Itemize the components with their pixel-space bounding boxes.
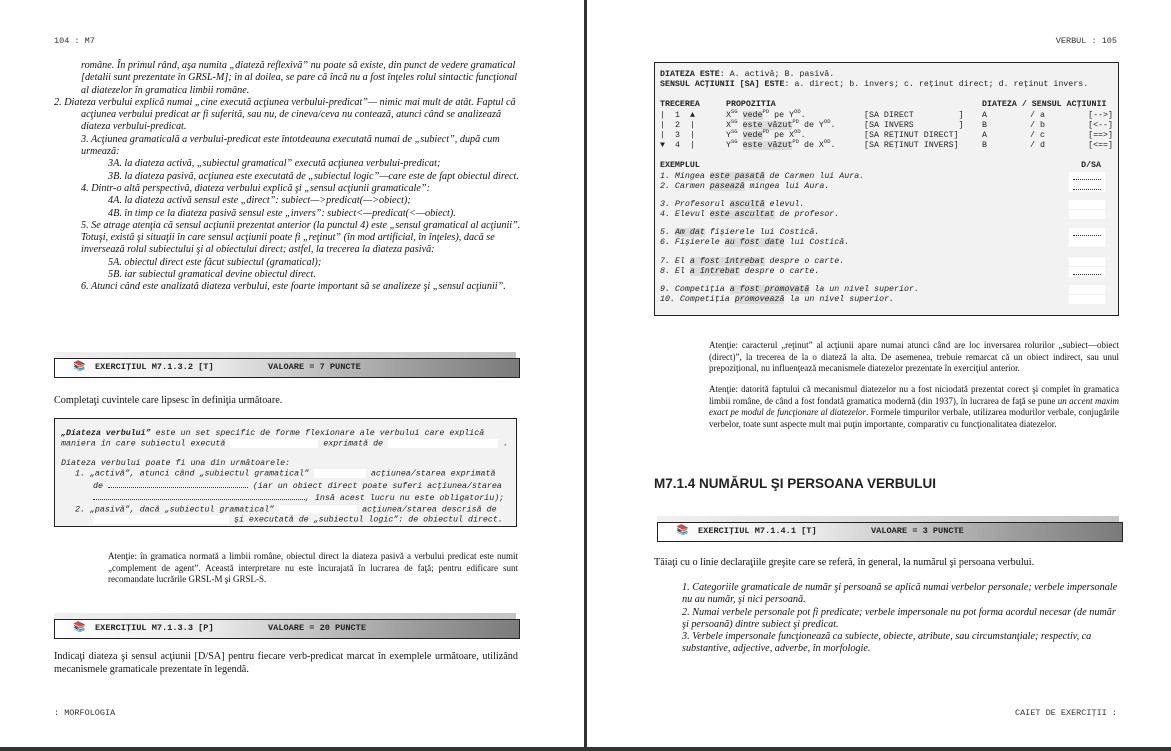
exercise-value: VALOARE = 3 PUNCTE [871, 526, 964, 536]
column-header: PROPOZITIA [726, 100, 776, 110]
sentence-text: 10. Competiţia [660, 295, 735, 305]
exercise-title: EXERCIŢIUL M7.1.3.2 [T] [95, 362, 214, 372]
book-icon: 📚 [73, 362, 86, 373]
sentence-text: 5. [660, 228, 675, 238]
group-gap [660, 192, 1113, 200]
sentence-text: fişierele lui Costică. [704, 228, 820, 238]
banner-bar [54, 619, 520, 639]
definition-text: exprimată de [318, 439, 389, 449]
sentence-text: 2. Carmen [660, 181, 710, 191]
predicate-tag: PD [762, 107, 770, 115]
object-tag: OD [794, 107, 801, 115]
answer-field[interactable] [1069, 295, 1105, 304]
legend-header-row [660, 100, 1113, 110]
statement-list [682, 582, 1122, 656]
statement-item[interactable]: 1. Categoriile gramaticale de număr şi persoană se aplică numai verbelor personale; verbele impersonale nu au număr, şi nici persoană. [682, 582, 1118, 606]
point-6: 6. Atunci când este analizată diateza verbului, este foarte important să se analizeze şi „sensul acţiunii”. [81, 281, 506, 293]
book-icon: 📚 [73, 623, 86, 634]
example-row [660, 200, 1113, 210]
examples-header-row [660, 161, 1113, 171]
sensul-value: / a [1030, 110, 1045, 120]
sentence-text: de profesor. [774, 210, 840, 220]
predicate: vede [742, 110, 763, 120]
group-gap [660, 249, 1113, 257]
definition-text: 1. „activă”, atunci când „subiectul gramatical” [75, 469, 314, 479]
subject: Y [726, 130, 731, 140]
trecerea-arrow: | [690, 120, 695, 130]
example-sentence [660, 295, 894, 305]
subject: Y [726, 141, 731, 151]
note-emphasis: un accent maxim exact pe modul de funcţionare al diatezelor [709, 395, 1119, 417]
definition-text: de [93, 482, 108, 492]
sentence-text: 7. El [660, 256, 690, 266]
note-retinut: Atenţie: caracterul „reţinut” al acţiunii apare numai atunci când are loc inversarea rolurilor „subiect—obiect (direct)”, la trecerea de la o diateză la alta. De asemenea, trebuie remarcat că un obiect indirect, sau unul prepoziţional, nu influenţează mecanismele diatezelor prezentate în exerciţiul anterior. [709, 340, 1119, 373]
answer-field[interactable] [1069, 228, 1105, 238]
answer-blank[interactable] [388, 439, 498, 448]
sensul-value: / c [1030, 130, 1045, 140]
footer-left: : MORFOLOGIA [54, 708, 116, 718]
column-header: D/SA [1081, 161, 1101, 171]
legend-text: : A. activă; B. pasivă. [719, 70, 835, 79]
definition-text: 2. „pasivă”, dacă „subiectul gramatical” [75, 505, 280, 515]
row-number: 4 [675, 141, 680, 151]
column-header: EXEMPLUL [660, 161, 700, 171]
sentence-text: despre o carte. [739, 266, 820, 276]
example-sentence [660, 172, 864, 182]
definition-text: şi executată de „subiectul logic”: de obiectul direct. [229, 516, 503, 526]
predicate: este văzut [742, 141, 793, 151]
example-row [660, 257, 1113, 267]
example-sentence [660, 257, 844, 267]
legend-text: : a. direct; b. invers; c. reţinut direct; d. reţinut invers. [784, 80, 1089, 90]
sa-label: [SA REŢINUT INVERS] [864, 141, 959, 151]
point-2: 2. Diateza verbului explică numai „cine execută acţiunea verbului-predicat”— nimic mai mult de atât. Faptul că acţiunea verbului predicat ar fi suferită, sau nu, de cineva/ceva nu contează, atunci când se analizează diateza verbului-predicat. [54, 96, 516, 133]
answer-blank[interactable] [230, 439, 318, 448]
sentence-text: mingea lui Aura. [744, 181, 830, 191]
example-row [660, 285, 1113, 295]
object-tag: OD [823, 118, 831, 126]
marked-predicate: a fost promovată [729, 285, 810, 295]
sentence-text: la un nivel superior. [809, 285, 919, 295]
preposition: pe [769, 130, 790, 140]
trecerea-pipe: | [660, 130, 665, 140]
direction-symbol: [==>] [1088, 130, 1113, 140]
point-3a: 3A. la diateza activă, „subiectul gramatical” execută acţiunea verbului-predicat; [108, 158, 441, 170]
subject: X [726, 110, 731, 120]
example-row [660, 238, 1113, 248]
exercise-instruction: Indicaţi diateza şi sensul acţiunii [D/SA] pentru fiecare verb-predicat marcat în exemplele următoare, utilizând mecanismele gramaticale prezentate în legendă. [54, 651, 518, 675]
exercise-value: VALOARE = 20 PUNCTE [268, 623, 366, 633]
exercise-title: EXERCIŢIUL M7.1.3.3 [P] [95, 623, 214, 633]
trecerea-pipe: | [660, 110, 665, 120]
example-rows [660, 172, 1113, 306]
sentence-text: lui Costică. [784, 238, 850, 248]
exercise-instruction: Completaţi cuvintele care lipsesc în definiţia următoare. [54, 395, 283, 406]
sensul-value: / b [1030, 120, 1045, 130]
example-row [660, 228, 1113, 238]
column-header: DIATEZA / SENSUL ACŢIUNII [982, 100, 1107, 110]
marked-predicate: Am dat [674, 228, 705, 238]
sentence-text: la un nivel superior. [784, 295, 895, 305]
subject-tag: SG [730, 138, 738, 146]
sa-label: [SA REŢINUT DIRECT] [864, 130, 959, 140]
exercise-value: VALOARE = 7 PUNCTE [268, 362, 361, 372]
object: X [789, 130, 795, 140]
definition-text: acţiunea/starea exprimată [366, 469, 496, 479]
exercise-banner-m7-1-4-1 [657, 516, 1119, 546]
example-row [660, 182, 1113, 192]
trecerea-arrow: | [690, 130, 695, 140]
object: Y [818, 120, 824, 130]
example-sentence [660, 285, 919, 295]
sentence-text: 8. El [660, 266, 690, 276]
point-4: 4. Dintr-o altă perspectivă, diateza verbului explică şi „sensul acţiunii gramaticale”: [81, 182, 430, 194]
legend-rows [660, 107, 1113, 152]
legend-label: SENSUL ACŢIUNII [SA] ESTE [660, 80, 785, 90]
object: Y [789, 110, 795, 120]
subject-tag: SG [730, 107, 738, 115]
sensul-value: / d [1030, 141, 1045, 151]
preposition: de [798, 141, 819, 151]
sa-label: [SA DIRECT ] [864, 110, 964, 120]
point-4a: 4A. la diateza activă sensul este „direct”: subiect—>predicat(—>obiect); [108, 195, 411, 207]
diateza-value: B [982, 120, 987, 130]
exercise-banner-m7-1-3-2 [54, 352, 516, 382]
running-head-left: 104 : M7 [54, 36, 95, 46]
predicate: vede [742, 130, 763, 140]
statement-item[interactable]: 2. Numai verbele personale pot fi predicate; verbele impersonale nu pot forma acordul necesar (de număr şi persoană) dintre subiect şi predicat. [682, 606, 1116, 630]
definition-text: este un set specific de forme flexionare ale verbului care explică [150, 429, 485, 438]
point-5a: 5A. obiectul direct este făcut subiectul (gramatical); [108, 256, 322, 268]
answer-field[interactable] [1069, 182, 1105, 192]
section-heading: M7.1.4 NUMĂRUL ŞI PERSOANA VERBULUI [654, 476, 937, 491]
direction-symbol: [<--] [1088, 120, 1113, 130]
sentence-text: 9. Competiţia [660, 285, 730, 295]
answer-dotted-line[interactable] [108, 480, 248, 488]
statement-item[interactable]: 3. Verbele impersonale funcţionează ca subiecte, obiecte, atribute, sau circumstanţiale; respectiv, ca substantive, adjective, adverbe, în morfologie. [682, 631, 1092, 655]
subject-tag: SG [730, 128, 738, 136]
point-5b: 5B. iar subiectul gramatical devine obiectul direct. [108, 269, 316, 281]
definition-text: . [503, 439, 508, 449]
list-intro: Diateza verbului poate fi una din următoarele: [61, 459, 291, 469]
answer-blank[interactable] [314, 469, 366, 478]
note-text: Atenţie: datorită faptului că mecanismul diatezelor nu a fost niciodată prezentat corect şi complet în gramatica limbii române, de când a fost fondată gramatica modernă (din 1937), în lucrarea de faţă se pune [709, 384, 1119, 406]
direction-symbol: [-->] [1088, 110, 1113, 120]
answer-field[interactable] [1069, 200, 1105, 209]
proposition: $Y^{SG}$ este văzut$^{PD}$ de $X^{OD}$. [726, 138, 836, 151]
answer-field[interactable] [1069, 267, 1105, 277]
predicate: este văzut [742, 120, 793, 130]
example-sentence [660, 228, 819, 238]
definition-text: acţiunea/starea descrisă de [357, 505, 497, 515]
legend-row [660, 138, 1113, 151]
example-row [660, 267, 1113, 277]
answer-field[interactable] [1069, 257, 1105, 266]
point-3: 3. Acţiunea gramaticală a verbului-predicat este întotdeauna executată numai de „subiect”, după cum urmează: [81, 133, 500, 158]
diateza-value: B [982, 141, 987, 151]
exercise-banner-m7-1-3-3 [54, 613, 516, 643]
row-number: 1 [675, 110, 680, 120]
column-header: TRECEREA [660, 100, 700, 110]
exercise-instruction: Tăiaţi cu o linie declaraţiile greşite care se referă, în general, la numărul şi persoana verbului. [654, 557, 1035, 568]
preposition: de [798, 120, 819, 130]
answer-field[interactable] [1069, 172, 1105, 182]
marked-predicate: este ascultat [709, 210, 775, 220]
marked-predicate: ascultă [729, 199, 765, 209]
definition-box [54, 418, 517, 527]
footer-right: CAIET DE EXERCIŢII : [1014, 708, 1117, 718]
note-complement-agent: Atenţie: în gramatica normată a limbii române, obiectul direct la diateza pasivă a verbului predicat este numit „complement de agent”. Această interpretare nu este încurajată în lucrarea de faţă; pentru edificare sunt recomandate lucrările GRSL-M şi GRSL-S. [108, 551, 518, 584]
answer-dotted-line[interactable] [93, 492, 305, 500]
predicate-tag: PD [792, 138, 799, 146]
sentence-text: 4. Elevul [660, 210, 710, 220]
diateza-value: A [982, 130, 987, 140]
marked-predicate: au fost date [724, 238, 785, 248]
banner-bar [54, 358, 520, 378]
subject: X [726, 120, 731, 130]
answer-field[interactable] [1069, 210, 1105, 219]
sentence-text: 6. Fişierele [660, 238, 725, 248]
running-head-right: VERBUL : 105 [1055, 36, 1117, 46]
answer-blank[interactable] [93, 515, 229, 524]
note-mecanism-diateze [709, 384, 1119, 430]
preposition: pe [769, 110, 790, 120]
sentence-text: de Carmen lui Aura. [764, 171, 865, 181]
group-gap [660, 277, 1113, 285]
legend-box [654, 62, 1119, 316]
marked-predicate: a întrebat [689, 266, 740, 276]
note-text: . Formele timpurilor verbale, utilizarea modurilor verbale, conjugările verbelor, toate sunt aspecte mult mai puţin importante, comparativ cu funcţionalitatea diatezelor. [709, 407, 1119, 429]
sentence-text: 3. Profesorul [660, 199, 730, 209]
row-number: 2 [675, 120, 680, 130]
point-4b: 4B. în timp ce la diateza pasivă sensul este „invers”: subiect<—predicat(<—obiect). [108, 207, 456, 219]
definition-text: (iar un obiect direct poate suferi acţiunea/starea [247, 482, 502, 492]
proposition: $X^{SG}$ vede$^{PD}$ pe $Y^{OD}$. [726, 107, 806, 120]
definition-text: , însă acest lucru nu este obligatoriu); [305, 494, 505, 504]
book-icon: 📚 [676, 526, 689, 537]
example-sentence [660, 238, 849, 248]
predicate-tag: PD [792, 118, 799, 126]
legend-row [660, 118, 1113, 131]
example-sentence [660, 210, 839, 220]
example-sentence [660, 267, 819, 277]
sentence-text: elevul. [764, 199, 805, 209]
sentence-text: 1. Mingea [660, 171, 710, 181]
sentence-text: despre o carte. [764, 256, 845, 266]
trecerea-pipe: | [660, 120, 665, 130]
predicate-tag: PD [762, 128, 770, 136]
example-sentence [660, 200, 804, 210]
answer-field[interactable] [1069, 238, 1105, 247]
trecerea-pipe: ▼ [660, 141, 665, 151]
example-row [660, 210, 1113, 220]
object-tag: OD [823, 138, 831, 146]
object-tag: OD [794, 128, 801, 136]
paragraph-intro: române. În primul rând, aşa numita „diateză reflexivă” nu poate să existe, din punct de vedere gramatical [detalii sunt prezentate în GRSL-M]; în al doilea, se pare că încă nu a fost înţeles rolul sintactic funcţional al diatezelor în gramatica limbii române. [81, 60, 518, 96]
answer-field[interactable] [1069, 285, 1105, 294]
diateza-value: A [982, 110, 987, 120]
trecerea-arrow: ▲ [690, 110, 695, 120]
banner-bar [657, 522, 1123, 542]
example-row [660, 295, 1113, 305]
proposition: $Y^{SG}$ vede$^{PD}$ pe $X^{OD}$. [726, 128, 806, 140]
right-page [587, 0, 1171, 747]
exercise-title: EXERCIŢIUL M7.1.4.1 [T] [698, 526, 817, 536]
diateza-explanation [54, 60, 521, 294]
subject-tag: SG [730, 118, 738, 126]
proposition: $X^{SG}$ este văzut$^{PD}$ de $Y^{OD}$. [726, 118, 836, 130]
row-number: 3 [675, 130, 680, 140]
marked-predicate: promovează [734, 295, 785, 305]
point-3b: 3B. la diateza pasivă, acţiunea este executată de „subiectul logic”—care este de fapt obiectul direct. [108, 170, 519, 182]
marked-predicate: a fost întrebat [689, 256, 765, 266]
legend-row [660, 107, 1113, 121]
page-bottom-edge [0, 747, 1171, 751]
legend-label: DIATEZA ESTE [660, 70, 720, 79]
definition-term: „Diateza verbului” [61, 429, 151, 438]
marked-predicate: pasează [709, 181, 745, 191]
trecerea-arrow: | [690, 141, 695, 151]
point-5: 5. Se atrage atenţia că sensul acţiunii prezentat anterior (la punctul 4) este „sensul gramatical al acţiunii”. Totuşi, există şi situaţii în care sensul acţiunii poate fi „reţinut” (în mod artificial, în înţeles), dacă se inversează rolul subiectului şi al obiectului direct; astfel, la trecerea la diateza pasivă: [81, 219, 521, 256]
object: X [818, 141, 824, 151]
example-row [660, 172, 1113, 182]
left-page [0, 0, 584, 747]
definition-text: maniera în care subiectul execută [61, 439, 231, 449]
direction-symbol: [<==] [1088, 141, 1113, 151]
sa-label: [SA INVERS ] [864, 120, 964, 130]
answer-blank[interactable] [279, 505, 357, 514]
example-sentence [660, 182, 829, 192]
marked-predicate: este pasată [709, 171, 765, 181]
legend-row [660, 128, 1113, 141]
